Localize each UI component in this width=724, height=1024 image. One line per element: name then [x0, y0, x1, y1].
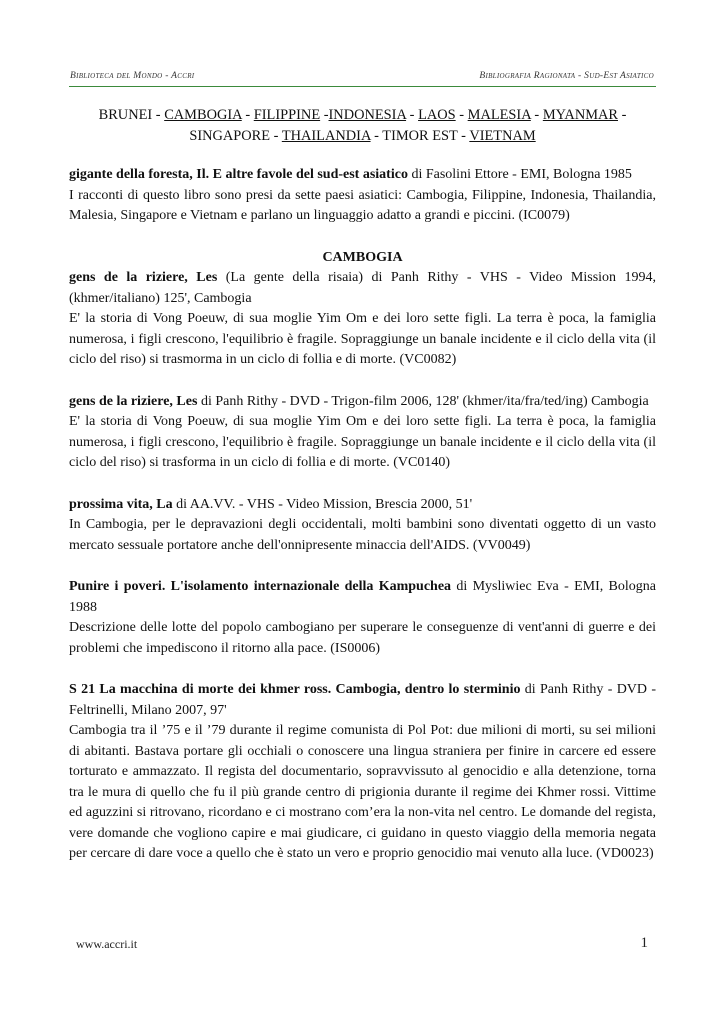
- nav-link-singapore: SINGAPORE: [189, 128, 271, 144]
- entry-description: E' la storia di Vong Poeuw, di sua moglie Yim Om e dei loro sette figli. La terra è poca, la famiglia numerosa, i figli crescono, l'equilibrio è fragile. Sopraggiunge un banale incidente e il ciclo della vita (il ciclo del riso) si trasforma in un ciclo di follia e di morte. (VC0140): [69, 414, 656, 470]
- nav-link-brunei: BRUNEI: [98, 107, 153, 123]
- bibliography-content: [69, 165, 656, 886]
- entry-meta: di Fasolini Ettore - EMI, Bologna 1985: [407, 167, 632, 182]
- nav-separator: -: [270, 128, 282, 144]
- entry-description: In Cambogia, per le depravazioni degli occidentali, molti bambini sono diventati oggetto di un vasto mercato sessuale portatore anche dell'onnipresente minaccia dell'AIDS. (VV0049): [69, 517, 656, 553]
- entry-title: Punire i poveri. L'isolamento internazionale della Kampuchea: [69, 579, 452, 594]
- nav-link-myanmar[interactable]: MYANMAR: [542, 107, 618, 123]
- country-navigation: [69, 105, 656, 147]
- nav-link-thailandia[interactable]: THAILANDIA: [281, 128, 371, 144]
- nav-separator: -: [618, 107, 627, 123]
- header-divider: [69, 86, 656, 87]
- nav-link-filippine[interactable]: FILIPPINE: [253, 107, 321, 123]
- entry-description: Descrizione delle lotte del popolo cambogiano per superare le conseguenze di vent'anni di guerre e dei problemi che impediscono il ritorno alla pace. (IS0006): [69, 620, 656, 656]
- nav-separator: -: [370, 128, 383, 144]
- entry-title: S 21 La macchina di morte dei khmer ross. Cambogia, dentro lo sterminio: [69, 682, 521, 697]
- bibliography-entry: [69, 577, 656, 659]
- bibliography-entry: [69, 495, 656, 557]
- bibliography-entry: [69, 165, 656, 227]
- nav-link-timor-est: TIMOR EST: [382, 128, 458, 144]
- entry-description: E' la storia di Vong Poeuw, di sua moglie Yim Om e dei loro sette figli. La terra è poca, la famiglia numerosa, i figli crescono, l'equilibrio è fragile. Sopraggiunge un banale incidente e il ciclo della vita (il ciclo del riso) si trasmorma in un ciclo di follia e di morte. (VC0082): [69, 311, 656, 367]
- bibliography-entry: [69, 268, 656, 371]
- country-nav-line-1: [69, 105, 656, 126]
- entry-title: gens de la riziere, Les: [69, 270, 218, 285]
- entry-description: Cambogia tra il ’75 e il ’79 durante il regime comunista di Pol Pot: due milioni di morti, su sei milioni di abitanti. Bastava portare gli occhiali o conoscere una lingua straniera per finire in carcere ed essere torturato e ammazzato. Il regista del documentario, sopravvissuto al genocidio e alla detenzione, torna tra le mura di quello che fu il più grande centro di prigionia durante il regime dei Khmer rossi. Vittime ed aguzzini si ritrovano, ricordano e ci mostrano com’era la non-vita nel centro. Le domande del regista, vere domande che vogliono capire e mai giudicare, ci guidano in questo viaggio della memoria negata per cercare di dare voce a quello che è stato un vero e proprio genocidio mai venuto alla luce. (VD0023): [69, 723, 656, 861]
- entry-meta: (La gente della risaia) di Panh Rithy - VHS - Video Mission 1994, (khmer/italiano) 125', Cambogia: [69, 270, 657, 306]
- nav-link-indonesia[interactable]: INDONESIA: [328, 107, 407, 123]
- nav-separator: -: [406, 107, 419, 123]
- nav-link-vietnam[interactable]: VIETNAM: [469, 128, 536, 144]
- nav-separator: -: [455, 107, 468, 123]
- bibliography-entry: [69, 392, 656, 474]
- entry-title: gigante della foresta, Il. E altre favole del sud-est asiatico: [69, 167, 408, 182]
- page-number: 1: [640, 935, 648, 951]
- header-left-title: Biblioteca del Mondo - Accri: [70, 71, 195, 81]
- nav-separator: -: [152, 107, 165, 123]
- entry-title: prossima vita, La: [69, 496, 173, 512]
- entry-citation: [69, 268, 656, 309]
- entry-meta: di Panh Rithy - DVD - Feltrinelli, Milano 2007, 97': [69, 682, 656, 718]
- entry-description: I racconti di questo libro sono presi da sette paesi asiatici: Cambogia, Filippine, Indonesia, Thailandia, Malesia, Singapore e Vietnam e parlano un linguaggio adatto a grandi e piccini. (IC0079): [69, 187, 656, 223]
- nav-link-cambogia[interactable]: CAMBOGIA: [164, 107, 242, 123]
- entry-title: gens de la riziere, Les: [69, 393, 198, 409]
- nav-separator: -: [457, 128, 470, 144]
- entry-citation: [69, 680, 656, 721]
- country-nav-line-2: [69, 126, 656, 147]
- bibliography-entry: [69, 680, 656, 865]
- header-right-title: Bibliografia Ragionata - Sud-Est Asiatico: [479, 71, 654, 81]
- entry-citation: [69, 165, 656, 186]
- entry-meta: di Panh Rithy - DVD - Trigon-film 2006, 128' (khmer/ita/fra/ted/ing) Cambogia: [197, 393, 649, 409]
- nav-separator: -: [530, 107, 543, 123]
- entry-meta: di Mysliwiec Eva - EMI, Bologna 1988: [69, 579, 656, 615]
- intro-entry-list: [69, 165, 656, 227]
- section-heading-cambogia: CAMBOGIA: [322, 249, 403, 265]
- nav-link-malesia[interactable]: MALESIA: [467, 107, 531, 123]
- footer-website-link[interactable]: www.accri.it: [76, 937, 138, 951]
- entry-citation: [69, 577, 656, 618]
- entry-citation: [69, 392, 656, 413]
- nav-link-laos[interactable]: LAOS: [418, 107, 456, 123]
- nav-separator: -: [241, 107, 254, 123]
- cambogia-entry-list: [69, 268, 656, 865]
- nav-separator: -: [320, 107, 329, 123]
- entry-citation: [69, 495, 656, 516]
- entry-meta: di AA.VV. - VHS - Video Mission, Brescia 2000, 51': [172, 496, 473, 512]
